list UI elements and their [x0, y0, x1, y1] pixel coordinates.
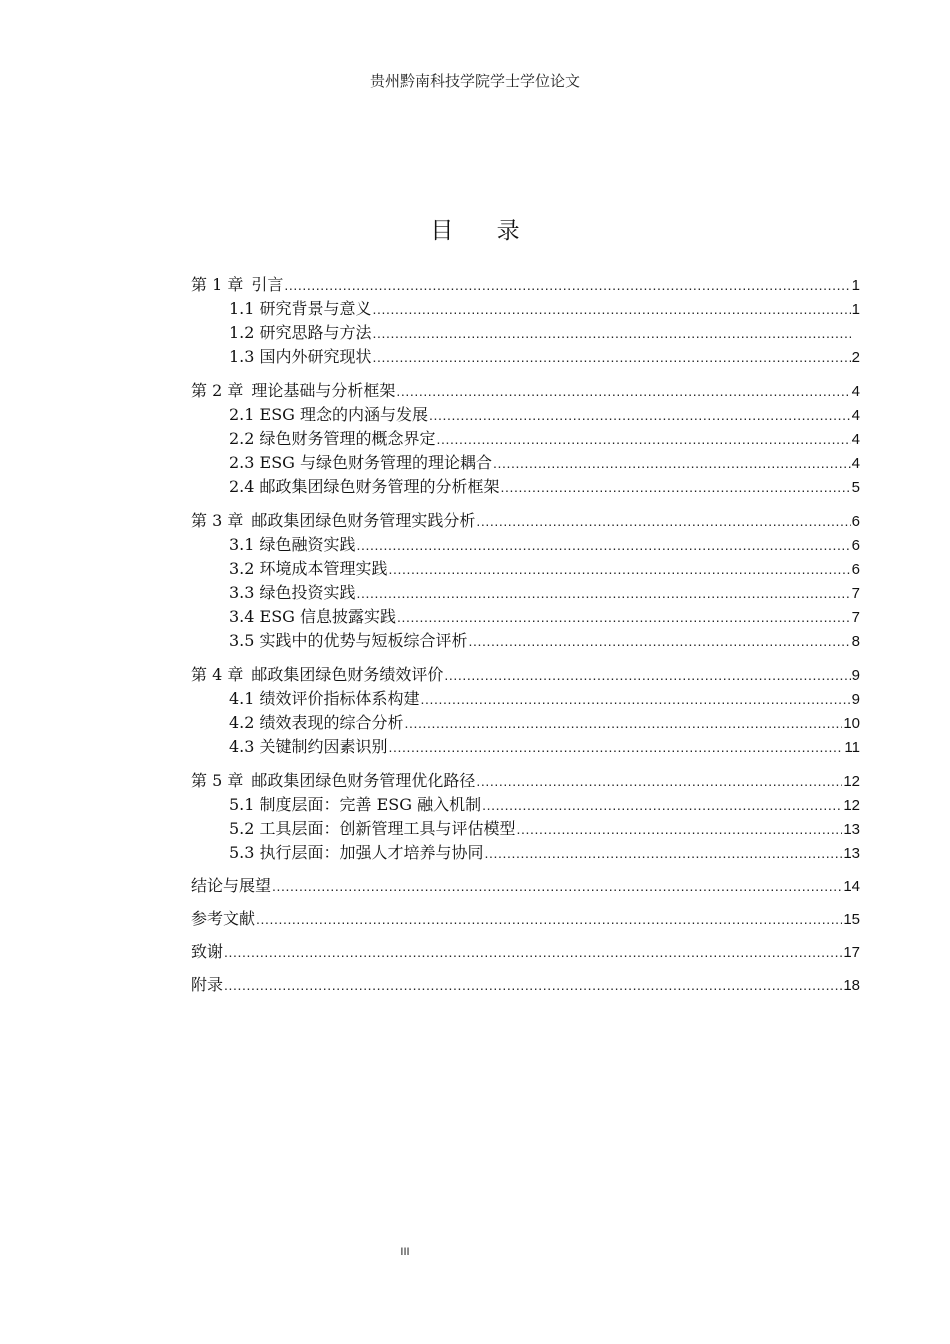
- chapter-title: 引言: [251, 275, 284, 294]
- page-number: 6: [851, 561, 860, 578]
- toc-section-3-2[interactable]: [191, 557, 860, 581]
- page-number: 6: [851, 513, 860, 530]
- section-label: 3.1 绿色融资实践: [229, 535, 356, 554]
- toc-appendix[interactable]: [191, 972, 860, 997]
- dot-leader: [224, 973, 842, 998]
- section-label: 5.1 制度层面：完善 ESG 融入机制: [229, 795, 482, 814]
- page-number: 4: [851, 431, 860, 448]
- toc-section-4-3[interactable]: [191, 735, 860, 759]
- entry-title: 致谢: [191, 942, 224, 961]
- dot-leader: [284, 273, 850, 298]
- toc-section-3-4[interactable]: [191, 605, 860, 629]
- dot-leader: [482, 793, 842, 817]
- chapter-number: 第 1 章: [191, 275, 244, 294]
- dot-leader: [373, 321, 851, 345]
- page-title: 目 录: [430, 218, 538, 244]
- section-label: 3.4 ESG 信息披露实践: [229, 607, 397, 626]
- chapter-title: 邮政集团绿色财务管理优化路径: [251, 771, 476, 790]
- toc-section-3-5[interactable]: [191, 629, 860, 653]
- toc-chapter-2[interactable]: [191, 378, 860, 403]
- dot-leader: [357, 533, 851, 557]
- dot-leader: [517, 817, 843, 841]
- chapter-number: 第 4 章: [191, 665, 244, 684]
- dot-leader: [389, 557, 851, 581]
- page-number: 15: [843, 911, 860, 928]
- entry-title: 附录: [191, 975, 224, 994]
- page-footer-number: III: [400, 1246, 410, 1258]
- table-of-contents: [191, 272, 860, 997]
- section-label: 1.2 研究思路与方法: [229, 323, 372, 342]
- page-number: 11: [844, 739, 860, 756]
- section-label: 3.5 实践中的优势与短板综合评析: [229, 631, 468, 650]
- chapter-number: 第 3 章: [191, 511, 244, 530]
- page-number: 13: [843, 845, 860, 862]
- toc-section-1-1[interactable]: [191, 297, 860, 321]
- toc-chapter-4[interactable]: [191, 662, 860, 687]
- page-number: 4: [851, 455, 860, 472]
- section-label: 5.3 执行层面：加强人才培养与协同: [229, 843, 484, 862]
- dot-leader: [476, 509, 850, 534]
- section-label: 4.1 绩效评价指标体系构建: [229, 689, 420, 708]
- dot-leader: [485, 841, 843, 865]
- dot-leader: [421, 687, 851, 711]
- dot-leader: [437, 427, 851, 451]
- toc-section-2-3[interactable]: [191, 451, 860, 475]
- dot-leader: [396, 379, 850, 404]
- entry-title: 结论与展望: [191, 876, 272, 895]
- page-number: 8: [851, 633, 860, 650]
- toc-section-1-2[interactable]: [191, 321, 860, 345]
- dot-leader: [224, 940, 842, 965]
- page-header: 贵州黔南科技学院学士学位论文: [369, 72, 580, 90]
- toc-references[interactable]: [191, 906, 860, 931]
- page-number: 14: [843, 878, 860, 895]
- dot-leader: [501, 475, 851, 499]
- toc-section-5-3[interactable]: [191, 841, 860, 865]
- page-number: 1: [851, 277, 860, 294]
- chapter-title: 邮政集团绿色财务绩效评价: [251, 665, 444, 684]
- toc-section-2-2[interactable]: [191, 427, 860, 451]
- dot-leader: [444, 663, 850, 688]
- page-number: 1: [851, 301, 860, 318]
- toc-chapter-1[interactable]: [191, 272, 860, 297]
- page-number: 12: [843, 797, 860, 814]
- entry-title: 参考文献: [191, 909, 256, 928]
- dot-leader: [469, 629, 851, 653]
- section-label: 1.1 研究背景与意义: [229, 299, 372, 318]
- toc-conclusion[interactable]: [191, 873, 860, 898]
- toc-section-4-1[interactable]: [191, 687, 860, 711]
- section-label: 4.2 绩效表现的综合分析: [229, 713, 404, 732]
- page-number: 4: [851, 383, 860, 400]
- page-number: 7: [851, 609, 860, 626]
- page-number: 9: [851, 691, 860, 708]
- page-number: 12: [843, 773, 860, 790]
- dot-leader: [493, 451, 851, 475]
- page-number: 4: [851, 407, 860, 424]
- page-number: 9: [851, 667, 860, 684]
- page-number: 2: [851, 349, 860, 366]
- section-label: 1.3 国内外研究现状: [229, 347, 372, 366]
- toc-acknowledgements[interactable]: [191, 939, 860, 964]
- page-number: 6: [851, 537, 860, 554]
- toc-section-2-1[interactable]: [191, 403, 860, 427]
- section-label: 2.4 邮政集团绿色财务管理的分析框架: [229, 477, 500, 496]
- dot-leader: [373, 297, 851, 321]
- section-label: 3.3 绿色投资实践: [229, 583, 356, 602]
- page-number: 18: [843, 977, 860, 994]
- toc-chapter-5[interactable]: [191, 768, 860, 793]
- page-number: 17: [843, 944, 860, 961]
- page-number: 10: [843, 715, 860, 732]
- dot-leader: [256, 907, 842, 932]
- chapter-number: 第 5 章: [191, 771, 244, 790]
- section-label: 2.2 绿色财务管理的概念界定: [229, 429, 436, 448]
- section-label: 2.3 ESG 与绿色财务管理的理论耦合: [229, 453, 493, 472]
- section-label: 5.2 工具层面：创新管理工具与评估模型: [229, 819, 516, 838]
- page-number: 7: [851, 585, 860, 602]
- section-label: 2.1 ESG 理念的内涵与发展: [229, 405, 429, 424]
- dot-leader: [405, 711, 843, 735]
- section-label: 4.3 关键制约因素识别: [229, 737, 388, 756]
- toc-section-5-1[interactable]: [191, 793, 860, 817]
- section-label: 3.2 环境成本管理实践: [229, 559, 388, 578]
- dot-leader: [389, 735, 844, 759]
- dot-leader: [476, 769, 842, 794]
- dot-leader: [429, 403, 851, 427]
- page-number: 5: [851, 479, 860, 496]
- toc-section-3-1[interactable]: [191, 533, 860, 557]
- toc-section-1-3[interactable]: [191, 345, 860, 369]
- toc-section-3-3[interactable]: [191, 581, 860, 605]
- dot-leader: [272, 874, 842, 899]
- toc-section-5-2[interactable]: [191, 817, 860, 841]
- chapter-title: 理论基础与分析框架: [251, 381, 396, 400]
- dot-leader: [397, 605, 851, 629]
- toc-chapter-3[interactable]: [191, 508, 860, 533]
- toc-section-4-2[interactable]: [191, 711, 860, 735]
- chapter-number: 第 2 章: [191, 381, 244, 400]
- dot-leader: [357, 581, 851, 605]
- dot-leader: [373, 345, 851, 369]
- chapter-title: 邮政集团绿色财务管理实践分析: [251, 511, 476, 530]
- toc-section-2-4[interactable]: [191, 475, 860, 499]
- page-number: 13: [843, 821, 860, 838]
